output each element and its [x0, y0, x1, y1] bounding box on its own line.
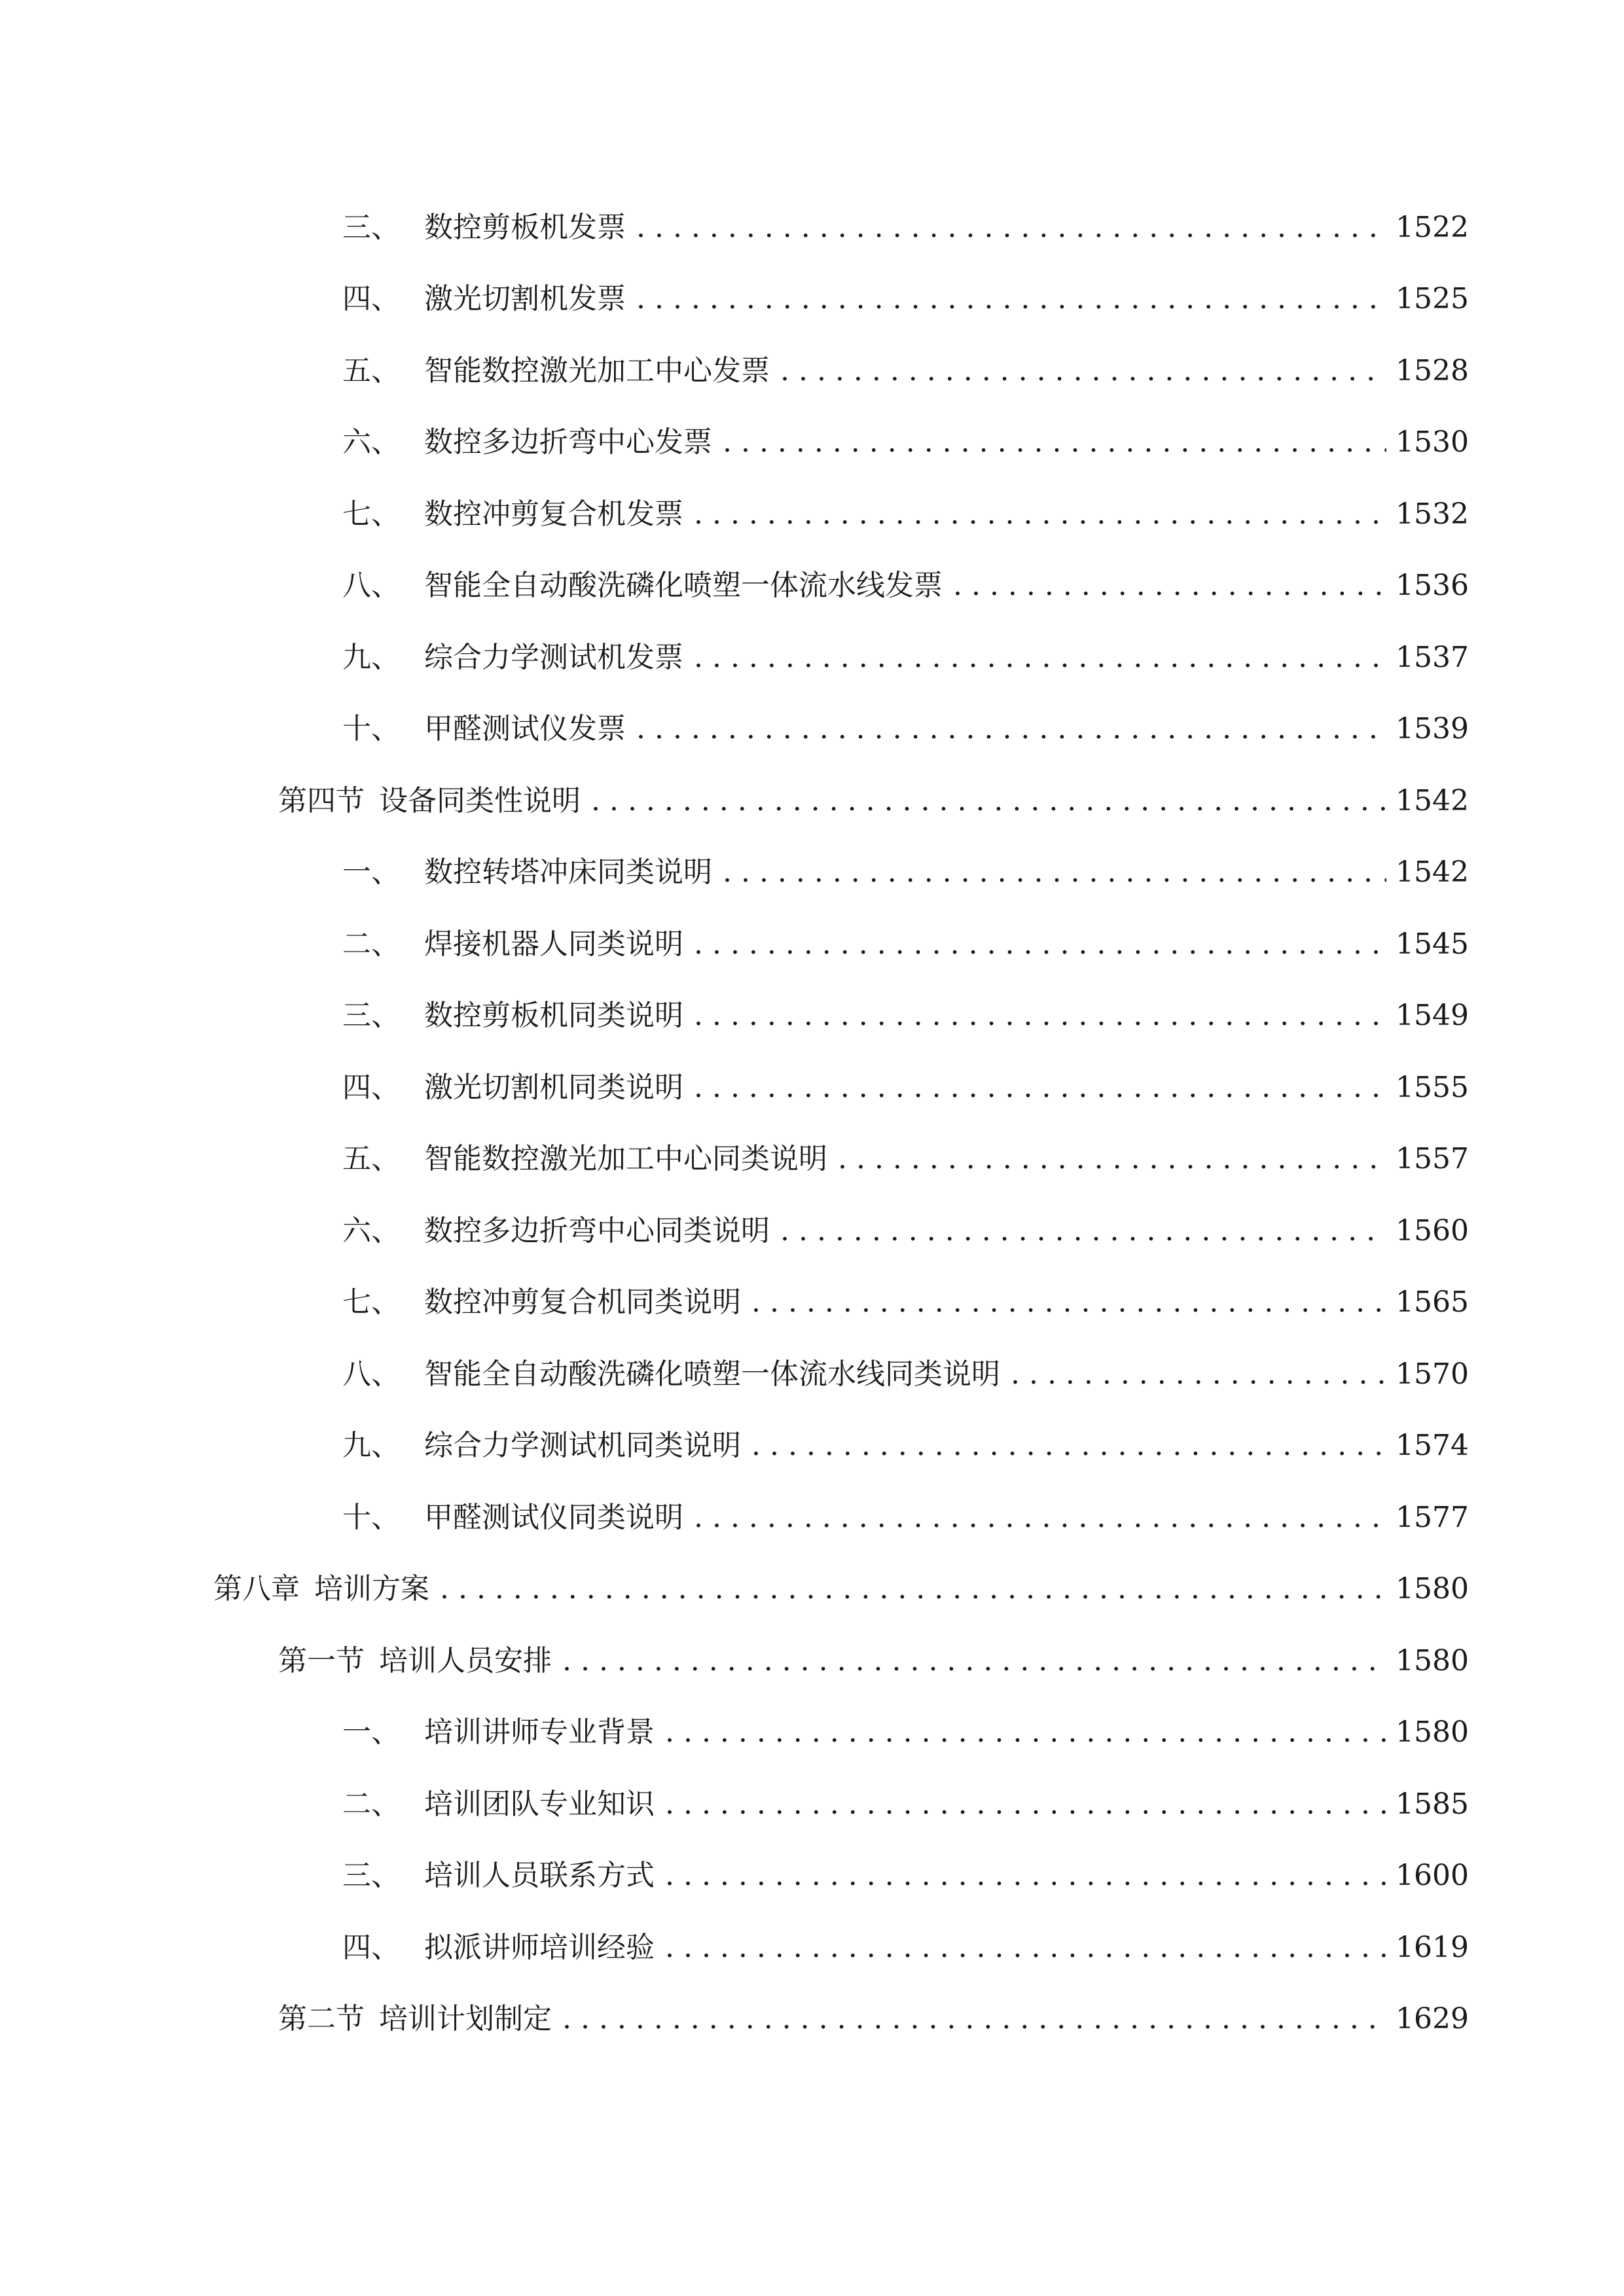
toc-dot-leader — [694, 996, 1386, 1035]
toc-entry-number: 七、 — [342, 1285, 400, 1319]
toc-entry-number: 第八章 — [213, 1572, 300, 1606]
toc-entry[interactable] — [0, 407, 1624, 479]
toc-entry-number: 四、 — [342, 1930, 400, 1964]
toc-dot-leader — [636, 279, 1386, 319]
toc-entry[interactable] — [0, 1124, 1624, 1196]
toc-dot-leader — [694, 1498, 1386, 1537]
toc-dot-leader — [665, 1785, 1386, 1824]
toc-entry-title: 数控剪板机同类说明 — [424, 999, 683, 1033]
toc-dot-leader — [838, 1139, 1386, 1179]
toc-dot-leader — [562, 2000, 1386, 2039]
toc-entry-number: 三、 — [342, 1859, 400, 1893]
toc-entry-page: 1560 — [1396, 1213, 1469, 1247]
toc-entry-title: 综合力学测试机发票 — [424, 640, 683, 674]
toc-entry-title: 拟派讲师培训经验 — [424, 1930, 655, 1964]
toc-entry-number: 八、 — [342, 1357, 400, 1391]
toc-entry-page: 1545 — [1396, 927, 1469, 961]
toc-entry-number: 六、 — [342, 425, 400, 459]
toc-section-entry[interactable] — [0, 765, 1624, 837]
toc-entry-title: 设备同类性说明 — [379, 783, 581, 817]
toc-entry-number: 二、 — [342, 1787, 400, 1821]
toc-dot-leader — [694, 1068, 1386, 1107]
toc-entry-title: 培训方案 — [314, 1572, 429, 1606]
toc-entry-page: 1530 — [1396, 425, 1469, 459]
toc-entry[interactable] — [0, 1768, 1624, 1840]
toc-entry-number: 一、 — [342, 1715, 400, 1749]
toc-entry-title: 智能全自动酸洗磷化喷塑一体流水线发票 — [424, 569, 943, 603]
toc-entry-title: 数控冲剪复合机同类说明 — [424, 1285, 741, 1319]
toc-dot-leader — [665, 1856, 1386, 1895]
toc-entry[interactable] — [0, 192, 1624, 264]
toc-entry[interactable] — [0, 908, 1624, 980]
toc-dot-leader — [751, 1426, 1386, 1465]
toc-entry[interactable] — [0, 1482, 1624, 1554]
toc-entry[interactable] — [0, 980, 1624, 1052]
toc-entry-number: 五、 — [342, 353, 400, 387]
toc-entry[interactable] — [0, 1697, 1624, 1769]
toc-entry-page: 1542 — [1396, 783, 1469, 817]
toc-dot-leader — [780, 1211, 1386, 1251]
toc-dot-leader — [1011, 1355, 1386, 1394]
toc-entry-title: 培训计划制定 — [379, 2002, 552, 2036]
toc-dot-leader — [694, 495, 1386, 534]
toc-entry-page: 1539 — [1396, 712, 1469, 746]
table-of-contents — [0, 192, 1624, 2055]
toc-entry-title: 智能数控激光加工中心发票 — [424, 353, 770, 387]
toc-dot-leader — [953, 566, 1386, 605]
toc-entry-number: 十、 — [342, 712, 400, 746]
toc-entry-page: 1574 — [1396, 1429, 1469, 1463]
toc-dot-leader — [723, 423, 1386, 462]
toc-entry-page: 1600 — [1396, 1859, 1469, 1893]
toc-entry-number: 第四节 — [278, 783, 365, 817]
toc-entry-title: 数控多边折弯中心发票 — [424, 425, 712, 459]
toc-dot-leader — [636, 709, 1386, 749]
toc-entry-title: 数控剪板机发票 — [424, 210, 626, 244]
toc-entry-title: 甲醛测试仪同类说明 — [424, 1500, 683, 1534]
toc-entry-page: 1619 — [1396, 1930, 1469, 1964]
toc-entry-page: 1555 — [1396, 1070, 1469, 1104]
toc-entry-title: 激光切割机发票 — [424, 282, 626, 316]
toc-entry[interactable] — [0, 1338, 1624, 1410]
toc-entry-number: 一、 — [342, 855, 400, 889]
toc-entry[interactable] — [0, 478, 1624, 550]
toc-dot-leader — [562, 1641, 1386, 1681]
toc-entry-number: 九、 — [342, 640, 400, 674]
toc-entry-page: 1549 — [1396, 999, 1469, 1033]
toc-dot-leader — [636, 208, 1386, 247]
toc-entry-page: 1570 — [1396, 1357, 1469, 1391]
toc-entry-title: 培训讲师专业背景 — [424, 1715, 655, 1749]
toc-entry-title: 甲醛测试仪发票 — [424, 712, 626, 746]
toc-entry[interactable] — [0, 1195, 1624, 1267]
toc-entry-page: 1525 — [1396, 282, 1469, 316]
toc-entry-page: 1557 — [1396, 1142, 1469, 1176]
toc-entry-title: 焊接机器人同类说明 — [424, 927, 683, 961]
toc-entry[interactable] — [0, 550, 1624, 622]
toc-entry[interactable] — [0, 837, 1624, 909]
toc-dot-leader — [723, 853, 1386, 892]
toc-entry-title: 智能全自动酸洗磷化喷塑一体流水线同类说明 — [424, 1357, 1000, 1391]
toc-entry-number: 七、 — [342, 497, 400, 531]
toc-chapter-entry[interactable] — [0, 1554, 1624, 1626]
toc-entry-number: 三、 — [342, 210, 400, 244]
toc-entry[interactable] — [0, 335, 1624, 407]
toc-entry-number: 九、 — [342, 1429, 400, 1463]
toc-entry[interactable] — [0, 1912, 1624, 1984]
toc-entry-number: 三、 — [342, 999, 400, 1033]
toc-entry-number: 四、 — [342, 282, 400, 316]
toc-dot-leader — [780, 351, 1386, 391]
toc-entry-page: 1542 — [1396, 855, 1469, 889]
toc-entry-number: 二、 — [342, 927, 400, 961]
toc-entry-page: 1585 — [1396, 1787, 1469, 1821]
toc-entry-page: 1528 — [1396, 353, 1469, 387]
toc-entry-number: 十、 — [342, 1500, 400, 1534]
toc-dot-leader — [694, 638, 1386, 677]
toc-entry-title: 智能数控激光加工中心同类说明 — [424, 1142, 827, 1176]
toc-entry-number: 五、 — [342, 1142, 400, 1176]
toc-entry-page: 1537 — [1396, 640, 1469, 674]
toc-entry[interactable] — [0, 1840, 1624, 1912]
toc-entry-page: 1532 — [1396, 497, 1469, 531]
toc-dot-leader — [694, 925, 1386, 964]
toc-entry-page: 1577 — [1396, 1500, 1469, 1534]
toc-entry-page: 1580 — [1396, 1643, 1469, 1677]
toc-entry[interactable] — [0, 264, 1624, 336]
toc-entry-page: 1629 — [1396, 2002, 1469, 2036]
toc-entry-page: 1565 — [1396, 1285, 1469, 1319]
toc-section-entry[interactable] — [0, 1984, 1624, 2056]
toc-dot-leader — [751, 1283, 1386, 1322]
toc-dot-leader — [665, 1928, 1386, 1967]
toc-entry[interactable] — [0, 622, 1624, 694]
toc-entry[interactable] — [0, 1410, 1624, 1482]
toc-entry-number: 第二节 — [278, 2002, 365, 2036]
toc-entry[interactable] — [0, 1267, 1624, 1339]
toc-entry-number: 第一节 — [278, 1643, 365, 1677]
toc-entry-number: 六、 — [342, 1213, 400, 1247]
toc-dot-leader — [591, 781, 1386, 821]
toc-entry-title: 培训人员安排 — [379, 1643, 552, 1677]
toc-entry-title: 数控多边折弯中心同类说明 — [424, 1213, 770, 1247]
toc-entry-page: 1580 — [1396, 1572, 1469, 1606]
toc-entry-page: 1522 — [1396, 210, 1469, 244]
toc-dot-leader — [665, 1713, 1386, 1752]
toc-entry-title: 数控冲剪复合机发票 — [424, 497, 683, 531]
toc-entry-page: 1536 — [1396, 569, 1469, 603]
toc-entry[interactable] — [0, 694, 1624, 766]
toc-dot-leader — [440, 1570, 1386, 1609]
toc-entry-title: 培训人员联系方式 — [424, 1859, 655, 1893]
toc-entry-number: 四、 — [342, 1070, 400, 1104]
toc-entry-title: 培训团队专业知识 — [424, 1787, 655, 1821]
toc-entry-title: 综合力学测试机同类说明 — [424, 1429, 741, 1463]
toc-entry-number: 八、 — [342, 569, 400, 603]
toc-entry-title: 激光切割机同类说明 — [424, 1070, 683, 1104]
toc-section-entry[interactable] — [0, 1625, 1624, 1697]
toc-entry-title: 数控转塔冲床同类说明 — [424, 855, 712, 889]
toc-entry[interactable] — [0, 1052, 1624, 1124]
toc-entry-page: 1580 — [1396, 1715, 1469, 1749]
